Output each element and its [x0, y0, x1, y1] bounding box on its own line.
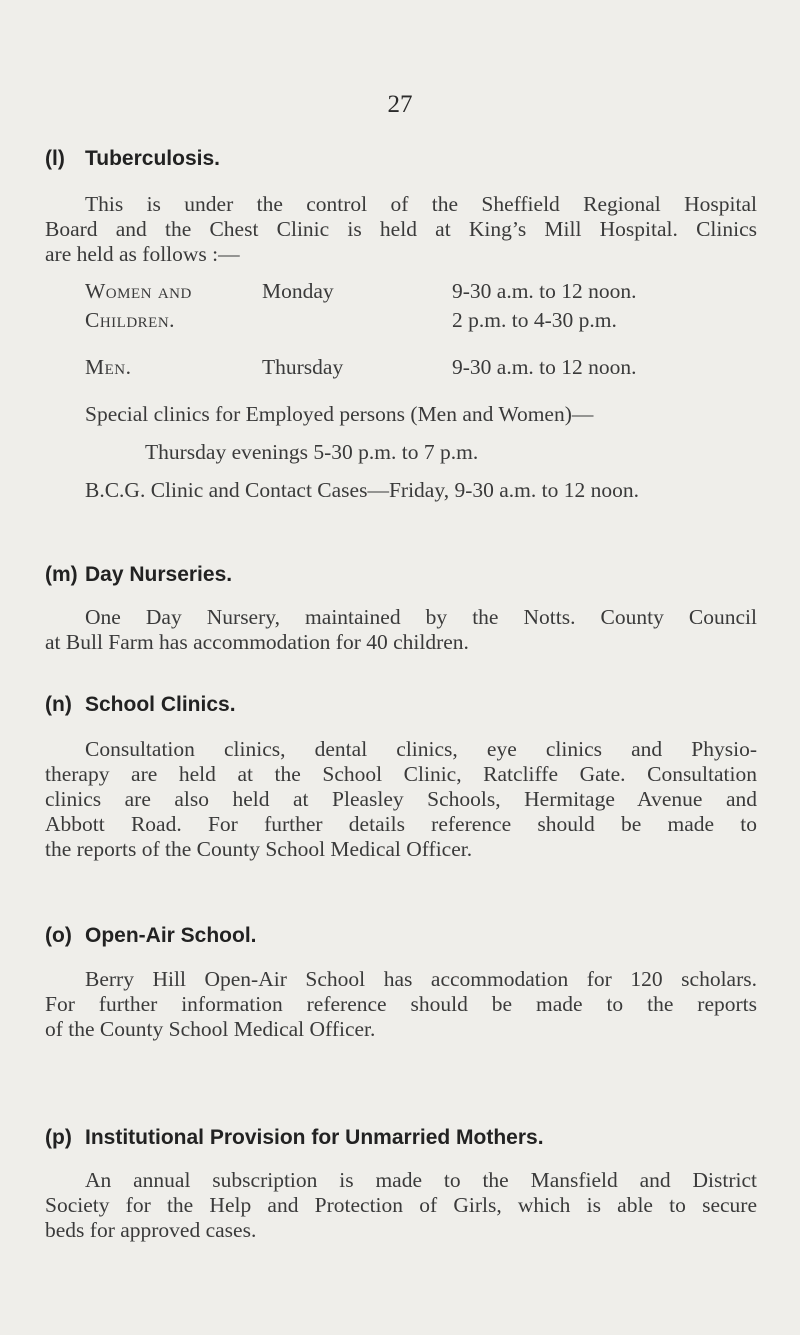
schedule-day-thursday: Thursday	[262, 355, 344, 379]
paragraph-line: One Day Nursery, maintained by the Notts. County Council	[85, 605, 757, 629]
section-heading-open-air-school	[45, 922, 257, 950]
paragraph-line: Consultation clinics, dental clinics, eye clinics and Physio-	[85, 737, 757, 761]
section-heading-institutional-provision	[45, 1124, 544, 1152]
section-mark: (p)	[45, 1126, 72, 1149]
section-title: Institutional Provision for Unmarried Mothers.	[85, 1126, 544, 1149]
paragraph-line: of the County School Medical Officer.	[45, 1017, 376, 1041]
section-title: School Clinics.	[85, 693, 236, 716]
section-mark: (m)	[45, 563, 78, 586]
paragraph-line: Berry Hill Open-Air School has accommodation for 120 scholars.	[85, 967, 757, 991]
tuberculosis-intro	[45, 192, 757, 267]
section-mark: (n)	[45, 693, 72, 716]
paragraph-line: clinics are also held at Pleasley Schools, Hermitage Avenue and	[45, 787, 757, 811]
paragraph-line: Society for the Help and Protection of Girls, which is able to secure	[45, 1193, 757, 1217]
schedule-time: 9-30 a.m. to 12 noon.	[452, 355, 637, 379]
paragraph-line: at Bull Farm has accommodation for 40 children.	[45, 630, 469, 654]
paragraph-line: the reports of the County School Medical Officer.	[45, 837, 473, 861]
paragraph-line: beds for approved cases.	[45, 1218, 257, 1242]
section-heading-school-clinics	[45, 691, 236, 719]
section-title: Tuberculosis.	[85, 147, 220, 170]
paragraph-line: therapy are held at the School Clinic, Ratcliffe Gate. Consultation	[45, 762, 757, 786]
section-title: Day Nurseries.	[85, 563, 233, 586]
section-heading-tuberculosis	[45, 145, 220, 173]
section-mark: (o)	[45, 924, 72, 947]
schedule-time: 9-30 a.m. to 12 noon.	[452, 279, 637, 303]
schedule-label-men: Men.	[85, 355, 132, 379]
special-clinics-line: Special clinics for Employed persons (Men and Women)—	[85, 402, 594, 426]
schedule-time: 2 p.m. to 4-30 p.m.	[452, 308, 617, 332]
paragraph-line: For further information reference should be made to the reports	[45, 992, 757, 1016]
day-nurseries-text	[45, 605, 757, 655]
schedule-label-women: Women and	[85, 279, 192, 303]
bcg-clinic-line: B.C.G. Clinic and Contact Cases—Friday, 9-30 a.m. to 12 noon.	[85, 478, 639, 502]
section-title: Open-Air School.	[85, 924, 257, 947]
school-clinics-text	[45, 737, 757, 862]
open-air-school-text	[45, 967, 757, 1042]
section-mark: (l)	[45, 147, 65, 170]
schedule-day-monday: Monday	[262, 279, 334, 303]
paragraph-line: are held as follows :—	[45, 242, 240, 266]
paragraph-line: This is under the control of the Sheffield Regional Hospital	[85, 192, 757, 216]
paragraph-line: An annual subscription is made to the Mansfield and District	[85, 1168, 757, 1192]
institutional-provision-text	[45, 1168, 757, 1243]
special-clinics-times: Thursday evenings 5-30 p.m. to 7 p.m.	[145, 440, 479, 464]
section-heading-day-nurseries	[45, 561, 232, 589]
page-number: 27	[387, 91, 413, 118]
paragraph-line: Board and the Chest Clinic is held at King’s Mill Hospital. Clinics	[45, 217, 757, 241]
schedule-label-children: Children.	[85, 308, 176, 332]
paragraph-line: Abbott Road. For further details reference should be made to	[45, 812, 757, 836]
